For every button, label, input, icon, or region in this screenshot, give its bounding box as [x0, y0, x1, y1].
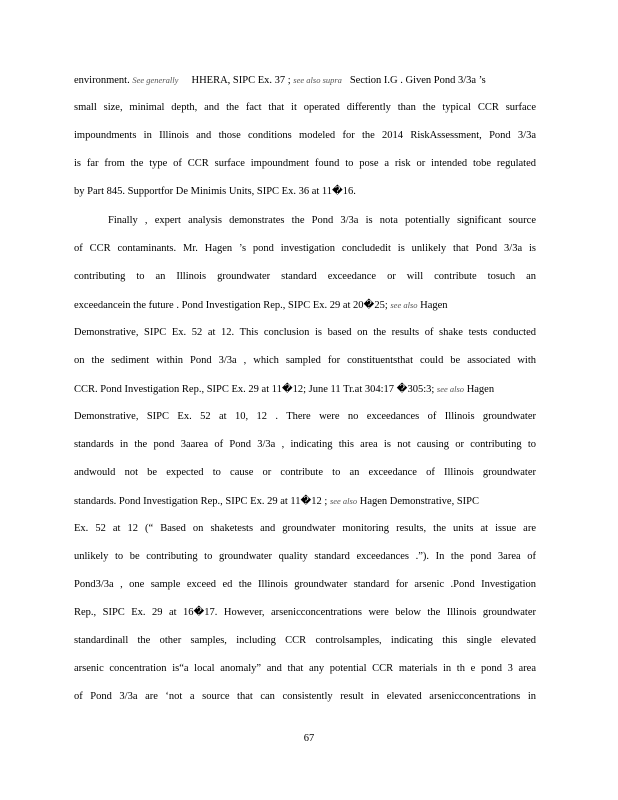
text-line — [74, 494, 536, 509]
text-segment: Section I.G . Given Pond 3/3a ’s — [349, 75, 486, 86]
text-segment: environment. — [74, 75, 133, 86]
text-segment: HHERA, SIPC Ex. 37 ; — [191, 75, 294, 86]
text-segment: Hagen — [417, 300, 448, 311]
text-line: unlikely to be contributing to groundwater quality standard exceedances .”). In the pond 3area of — [74, 551, 536, 562]
text-line: Ex. 52 at 12 (“ Based on shaketests and groundwater monitoring results, the units at issue are — [74, 523, 536, 534]
citation-signal: see also — [329, 496, 358, 506]
text-line: Finally , expert analysis demonstrates the Pond 3/3a is nota potentially significant source — [108, 215, 536, 226]
text-line: on the sediment within Pond 3/3a , which sampled for constituentsthat could be associated with — [74, 355, 536, 366]
text-line: Demonstrative, SIPC Ex. 52 at 10, 12 . There were no exceedances of Illinois groundwater — [74, 411, 536, 422]
text-line — [74, 73, 536, 88]
text-line: andwould not be expected to cause or contribute to an exceedance of Illinois groundwater — [74, 467, 536, 478]
text-line: Demonstrative, SIPC Ex. 52 at 12. This conclusion is based on the results of shake tests conducted — [74, 327, 536, 338]
text-line: of Pond 3/3a are ‘not a source that can consistently result in elevated arsenicconcentrations in — [74, 691, 536, 702]
citation-signal: See generally — [132, 75, 179, 85]
text-line: standards in the pond 3aarea of Pond 3/3a , indicating this area is not causing or contributing to — [74, 439, 536, 450]
page-number: 67 — [303, 733, 315, 744]
text-line — [74, 382, 536, 397]
text-line: Pond3/3a , one sample exceed ed the Illinois groundwater standard for arsenic .Pond Investigation — [74, 579, 536, 590]
text-line: impoundments in Illinois and those conditions modeled for the 2014 RiskAssessment, Pond 3/3a — [74, 130, 536, 141]
text-line — [74, 298, 536, 313]
text-segment: exceedancein the future . Pond Investigation Rep., SIPC Ex. 29 at 20�25; — [74, 300, 391, 311]
text-segment: CCR. Pond Investigation Rep., SIPC Ex. 29 at 11�12; June 11 Tr.at 304:17 �305:3; — [74, 384, 437, 395]
text-line: of CCR contaminants. Mr. Hagen ’s pond investigation concludedit is unlikely that Pond 3/3a is — [74, 243, 536, 254]
text-line: small size, minimal depth, and the fact that it operated differently than the typical CCR surface — [74, 102, 536, 113]
citation-signal: see also — [390, 300, 418, 310]
text-line: contributing to an Illinois groundwater standard exceedance or will contribute tosuch an — [74, 271, 536, 282]
text-segment: Hagen — [464, 384, 495, 395]
text-line: arsenic concentration is“a local anomaly” and that any potential CCR materials in th e pond 3 area — [74, 663, 536, 674]
citation-signal: see also supra — [293, 75, 342, 85]
text-line: standardinall the other samples, including CCR controlsamples, indicating this single elevated — [74, 635, 536, 646]
citation-signal: see also — [436, 384, 465, 394]
text-line: is far from the type of CCR surface impoundment found to pose a risk or intended tobe regulated — [74, 158, 536, 169]
text-line: Rep., SIPC Ex. 29 at 16�17. However, arsenicconcentrations were below the Illinois groundwater — [74, 607, 536, 618]
text-line: by Part 845. Supportfor De Minimis Units, SIPC Ex. 36 at 11�16. — [74, 186, 356, 197]
text-segment: standards. Pond Investigation Rep., SIPC Ex. 29 at 11�12 ; — [74, 496, 330, 507]
text-segment: Hagen Demonstrative, SIPC — [357, 496, 480, 507]
